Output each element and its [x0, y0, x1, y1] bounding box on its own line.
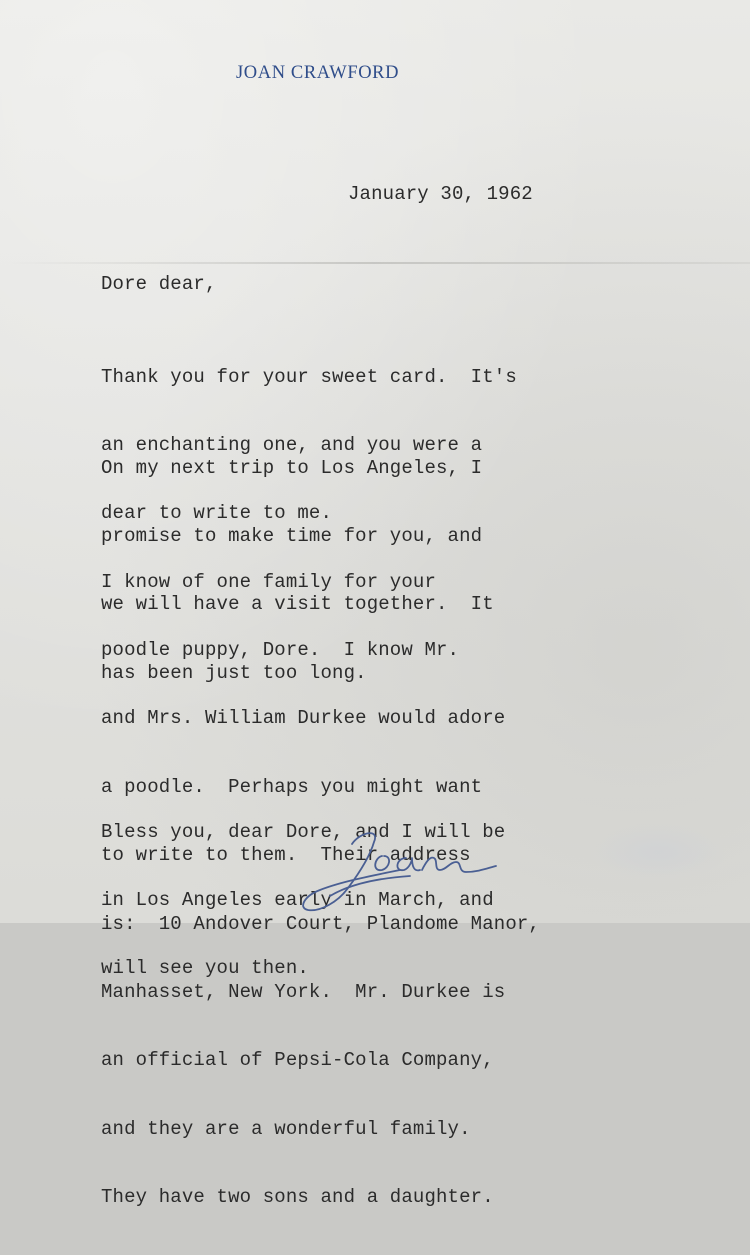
- letterhead: JOAN CRAWFORD: [236, 63, 400, 83]
- handwritten-signature: [290, 812, 510, 922]
- paragraph-1-line: dear to write to me.: [101, 502, 333, 525]
- paragraph-1-line: an enchanting one, and you were a: [101, 433, 483, 456]
- paragraph-1-line: Thank you for your sweet card. It's: [101, 365, 517, 388]
- paragraph-4-line: in Los Angeles early in March, and: [101, 888, 494, 911]
- paragraph-3-line: Manhasset, New York. Mr. Durkee is: [101, 980, 506, 1003]
- paragraph-4-line: Bless you, dear Dore, and I will be: [101, 820, 506, 843]
- paragraph-3-line: I know of one family for your: [101, 570, 437, 593]
- paragraph-2-line: has been just too long.: [101, 661, 367, 684]
- paragraph-2-line: On my next trip to Los Angeles, I: [101, 456, 483, 479]
- paragraph-3-line: is: 10 Andover Court, Plandome Manor,: [101, 912, 540, 935]
- paragraph-3-line: and Mrs. William Durkee would adore: [101, 707, 506, 730]
- salutation: Dore dear,: [101, 273, 217, 295]
- paragraph-3-line: an official of Pepsi-Cola Company,: [101, 1049, 494, 1072]
- paper-fold-crease: [0, 262, 750, 264]
- letter-date: January 30, 1962: [348, 183, 533, 205]
- paragraph-2-line: promise to make time for you, and: [101, 524, 483, 547]
- paragraph-3-line: a poodle. Perhaps you might want: [101, 775, 483, 798]
- paragraph-3-line: They have two sons and a daughter.: [101, 1186, 494, 1209]
- paragraph-3-line: poodle puppy, Dore. I know Mr.: [101, 638, 460, 661]
- embossed-seal-mark: [588, 822, 728, 882]
- paragraph-3-line: to write to them. Their address: [101, 844, 471, 867]
- paragraph-3-line: and they are a wonderful family.: [101, 1117, 471, 1140]
- paragraph-2-line: we will have a visit together. It: [101, 593, 494, 616]
- paragraph-4-line: will see you then.: [101, 957, 309, 980]
